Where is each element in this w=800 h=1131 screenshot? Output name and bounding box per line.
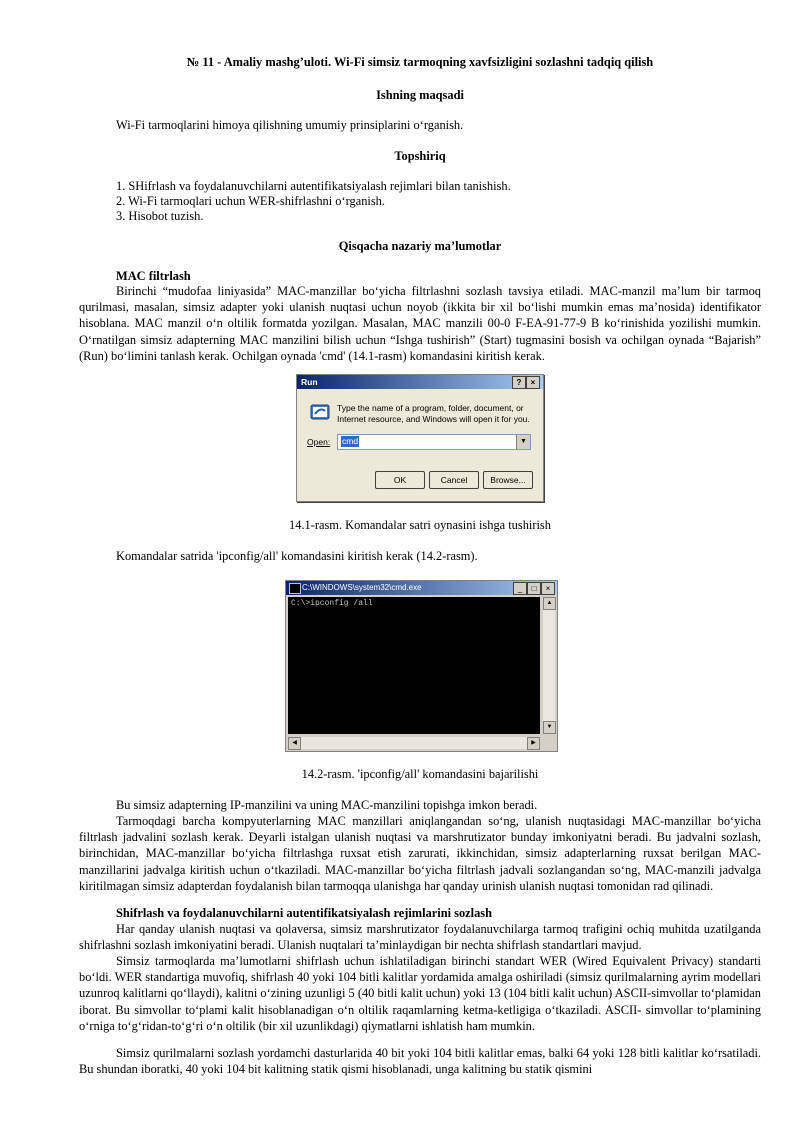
scroll-left-icon[interactable]: ◀ bbox=[288, 737, 301, 750]
scroll-down-icon[interactable]: ▼ bbox=[543, 721, 556, 734]
console-line: C:\>ipconfig /all bbox=[291, 599, 373, 608]
open-combobox[interactable] bbox=[337, 434, 531, 450]
run-titlebar bbox=[297, 375, 543, 389]
cmd-icon bbox=[289, 583, 301, 594]
close-button[interactable]: × bbox=[541, 582, 555, 595]
cmd-window bbox=[285, 580, 558, 752]
scroll-right-icon[interactable]: ▶ bbox=[527, 737, 540, 750]
encryption-heading: Shifrlash va foydalanuvchilarni autentifikatsiyalash rejimlarini sozlash bbox=[116, 906, 493, 920]
paragraph-e: Simsiz qurilmalarni sozlash yordamchi dasturlarida 40 bit yoki 104 bitli kalitlar emas, balki 64 yoki 128 bitli kalitlar ko‘rsatiladi. Bu shundan iboratki, 40 yoki 104 bit kalitning statik qismi hisoblanadi, unga kalitning bu statik qismini bbox=[79, 1046, 761, 1077]
goal-heading: Ishning maqsadi bbox=[376, 88, 464, 102]
task-item-3: 3. Hisobot tuzish. bbox=[116, 209, 204, 223]
task-item-2: 2. Wi-Fi tarmoqlari uchun WER-shifrlashni o‘rganish. bbox=[116, 194, 385, 208]
mac-paragraph: Birinchi “mudofaa liniyasida” MAC-manzillar bo‘yicha filtrlashni sozlash tavsiya etiladi. MAC-manzil ma’lum bir tarmoq qurilmasi, masalan, simsiz adapter yoki ulanish nuqtasi uchun noyob (ikkita bir xil bo‘lishi mumkin emas ma’nosida) identifikator hisoblana. MAC manzil o‘n oltilik formatda yozilgan. Masalan, MAC manzili 00-0 F-EA-91-77-9 B ko‘rinishida yozilishi mumkin. O‘rnatilgan simsiz adapterning MAC manzilini bilish uchun “Ishga tushirish” (Start) tugmasini bosish va ochilgan oynada “Bajarish” (Run) bo‘limini tanlash kerak. Ochilgan oynada 'cmd' (14.1-rasm) komandasini kiritish kerak. bbox=[79, 284, 761, 363]
run-dialog bbox=[296, 374, 544, 502]
cmd-intro: Komandalar satrida 'ipconfig/all' komandasini kiritish kerak (14.2-rasm). bbox=[116, 549, 478, 563]
maximize-button[interactable]: □ bbox=[527, 582, 541, 595]
help-button[interactable]: ? bbox=[512, 376, 526, 389]
open-value: cmd bbox=[342, 436, 359, 446]
paragraph-d: Simsiz tarmoqlarda ma’lumotlarni shifrlash uchun ishlatiladigan birinchi standart WER (Wired Equivalent Privacy) standarti bo‘ldi. WER standartiga muvofiq, shifrlash 40 yoki 104 bitli kalitlar yordamida amalga oshiriladi (simsiz qurilmalarning ayrim modellari uzunroq kalitlarni qo‘llaydi), kalitni o‘zining uzunligi 5 (40 bitli kalit uchun) yoki 13 (104 bitli kalit uchun) ASCII-simvollar to‘plamidan iborat. Bu simvollar to‘plami kalit hisoblanadigan o‘n oltilik raqamlarning ketma-ketligiga o‘tkaziladi. ASCII- simvollar to‘plamining o‘rniga to‘g‘ridan-to‘g‘ri o‘n oltilik (bir xil uzunlikdagi) qiymatlarni ishlatish ham mumkin. bbox=[79, 954, 761, 1033]
paragraph-b: Tarmoqdagi barcha kompyuterlarning MAC manzillari aniqlangandan so‘ng, ulanish nuqtasidagi MAC-manzillar bo‘yicha filtrlash jadvalini sozlash kerak. Deyarli istalgan ulanish nuqtasi va marshrutizator bunday imkoniyatni beradi. Bu jadvalni sozlash, birinchidan, MAC-manzillar bo‘yicha filtrlashga ruxsat etish zarurati, ikkinchidan, simsiz adapterlarning ruxsat berilgan MAC-manzillarini jadvalga kiritish uchun o‘tkaziladi. MAC-manzillar bo‘yicha filtrlash jadvali sozlangandan so‘ng, MAC-manzili jadvalga kiritilmagan simsiz adapterdan foydalanish bilan tarmoqqa ulanishga har qanday urinish ulanish nuqtasi tomonidan rad qilinadi. bbox=[79, 814, 761, 893]
vertical-scrollbar[interactable] bbox=[543, 597, 555, 734]
run-title: Run bbox=[301, 377, 318, 387]
chevron-down-icon[interactable]: ▼ bbox=[516, 435, 530, 449]
mac-heading: MAC filtrlash bbox=[116, 269, 191, 283]
scroll-up-icon[interactable]: ▲ bbox=[543, 597, 556, 610]
task-heading: Topshiriq bbox=[394, 149, 446, 163]
figure-2-caption: 14.2-rasm. 'ipconfig/all' komandasini bajarilishi bbox=[301, 767, 539, 781]
goal-text: Wi-Fi tarmoqlarini himoya qilishning umumiy prinsiplarini o‘rganish. bbox=[116, 118, 464, 132]
cmd-titlebar bbox=[286, 581, 557, 595]
run-message: Type the name of a program, folder, document, or Internet resource, and Windows will open it for you. bbox=[337, 403, 530, 424]
ok-button[interactable]: OK bbox=[375, 471, 425, 489]
paragraph-c: Har qanday ulanish nuqtasi va qolaversa, simsiz marshrutizator foydalanuvchilarga tarmoq trafigini ochiq muhitda uzatilganda shifrlashni sozlash imkoniyatini beradi. Ulanish nuqtalari ta’minlaydigan bir nechta shifrlash standartlari mavjud. bbox=[79, 922, 761, 953]
console-screen[interactable] bbox=[288, 597, 540, 734]
cancel-button[interactable]: Cancel bbox=[429, 471, 479, 489]
cmd-title: C:\WINDOWS\system32\cmd.exe bbox=[302, 583, 422, 592]
open-label: Open: bbox=[307, 437, 331, 447]
browse-button[interactable]: Browse... bbox=[483, 471, 533, 489]
task-item-1: 1. SHifrlash va foydalanuvchilarni autentifikatsiyalash rejimlari bilan tanishish. bbox=[116, 179, 511, 193]
close-button[interactable]: × bbox=[526, 376, 540, 389]
horizontal-scrollbar[interactable] bbox=[288, 737, 540, 749]
minimize-button[interactable]: _ bbox=[513, 582, 527, 595]
page-title: № 11 - Amaliy mashg’uloti. Wi-Fi simsiz tarmoqning xavfsizligini sozlashni tadqiq qilish bbox=[186, 55, 654, 69]
paragraph-a: Bu simsiz adapterning IP-manzilini va uning MAC-manzilini topishga imkon beradi. bbox=[116, 798, 538, 812]
theory-heading: Qisqacha nazariy ma’lumotlar bbox=[338, 239, 502, 253]
run-icon bbox=[309, 401, 331, 423]
figure-1-caption: 14.1-rasm. Komandalar satri oynasini ishga tushirish bbox=[289, 518, 551, 532]
